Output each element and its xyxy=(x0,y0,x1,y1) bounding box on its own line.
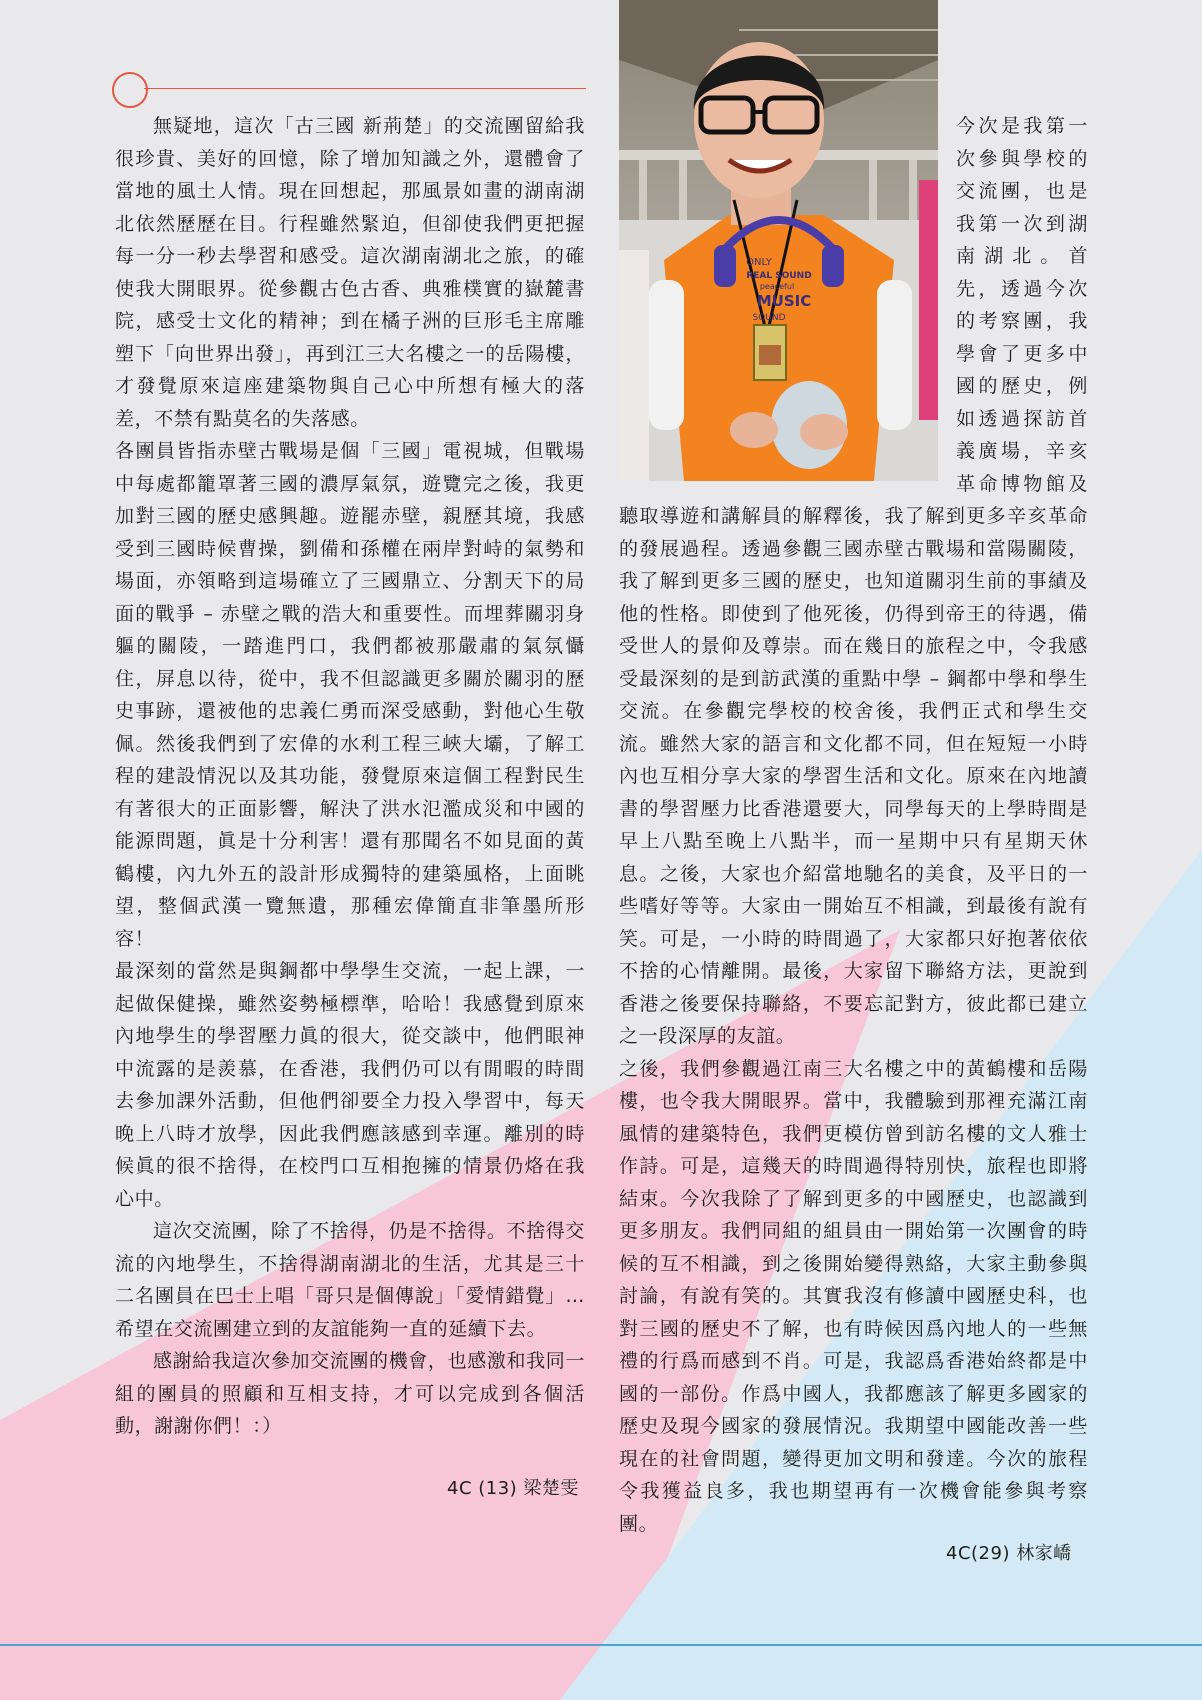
svg-text:REAL SOUND: REAL SOUND xyxy=(746,271,812,281)
svg-text:ONLY: ONLY xyxy=(746,257,772,268)
left-paragraph-1: 無疑地，這次「古三國 新荊楚」的交流團留給我很珍貴、美好的回憶，除了增加知識之外，還體會了當地的風土人情。現在回想起，那風景如畫的湖南湖北依然歷歷在目。行程雖然緊迫，但卻使我們更把握每一分一秒去學習和感受。這次湖南湖北之旅，的確使我大開眼界。從參觀古色古香、典雅樸實的嶽麓書院，感受士文化的精神；到在橘子洲的巨形毛主席雕塑下「向世界出發」，再到江三大名樓之一的岳陽樓，才發覺原來這座建築物與自己心中所想有極大的落差，不禁有點莫名的失落感。 xyxy=(115,115,585,430)
decorative-circle xyxy=(112,72,148,108)
student-photo xyxy=(619,0,938,481)
svg-text:peaceful: peaceful xyxy=(759,282,795,291)
left-author-signature: 4C (13) 梁楚雯 xyxy=(447,1478,579,1499)
svg-text:MUSIC: MUSIC xyxy=(756,292,812,310)
left-paragraph-3: 最深刻的當然是與鋼都中學學生交流，一起上課，一起做保健操，雖然姿勢極標準，哈哈！我感覺到原來內地學生的學習壓力眞的很大，從交談中，他們眼神中流露的是羨慕，在香港，我們仍可以有閒暇的時間去參加課外活動，但他們卻要全力投入學習中，每天晚上八時才放學，因此我們應該感到幸運。離別的時候眞的很不捨得，在校門口互相抱擁的情景仍烙在我心中。 xyxy=(115,960,585,1210)
left-paragraph-5: 感謝給我這次參加交流團的機會，也感激和我同一組的團員的照顧和互相支持，才可以完成到各個活動，謝謝你們！：） xyxy=(115,1350,585,1437)
right-author-signature: 4C(29) 林家嶠 xyxy=(946,1543,1072,1564)
decorative-rule xyxy=(144,88,586,89)
svg-text:SOUND: SOUND xyxy=(752,313,786,323)
left-paragraph-4: 這次交流團，除了不捨得，仍是不捨得。不捨得交流的內地學生，不捨得湖南湖北的生活，尤其是三十二名團員在巴士上唱「哥只是個傳說」「愛情錯覺」…希望在交流團建立到的友誼能夠一直的延續下去。 xyxy=(115,1220,585,1340)
left-paragraph-2: 各團員皆指赤壁古戰場是個「三國」電視城，但戰場中每處都籠罩著三國的濃厚氣氛，遊覽完之後，我更加對三國的歷史感興趣。遊罷赤壁，親歷其境，我感受到三國時候曹操，劉備和孫權在兩岸對峙的氣勢和場面，亦領略到這場確立了三國鼎立、分割天下的局面的戰爭 – 赤壁之戰的浩大和重要性。而埋葬關羽身軀的關陵，一踏進門口，我們都被那嚴肅的氣氛懾住，屏息以待，從中，我不但認識更多關於關羽的歷史事跡，還被他的忠義仁勇而深受感動，對他心生敬佩。然後我們到了宏偉的水利工程三峽大壩，了解工程的建設情況以及其功能，發覺原來這個工程對民生有著很大的正面影響，解決了洪水氾濫成災和中國的能源問題，眞是十分利害！還有那聞名不如見面的黃鶴樓，內九外五的設計形成獨特的建築風格，上面眺望，整個武漢一覽無遺，那種宏偉簡直非筆墨所形容！ xyxy=(115,440,585,950)
right-paragraph-2: 之後，我們參觀過江南三大名樓之中的黃鶴樓和岳陽樓，也令我大開眼界。當中，我體驗到那裡充滿江南風情的建築特色，我們更模仿曾到訪名樓的文人雅士作詩。可是，這幾天的時間過得特別快，旅程也即將結束。今次我除了了解到更多的中國歷史，也認識到更多朋友。我們同組的組員由一開始第一次團會的時候的互不相識，到之後開始變得熟絡，大家主動參與討論，有說有笑的。其實我沒有修讀中國歷史科，也對三國的歷史不了解，也有時候因爲內地人的一些無禮的行爲而感到不肖。可是，我認爲香港始終都是中國的一部份。作爲中國人，我都應該了解更多國家的歷史及現今國家的發展情況。我期望中國能改善一些現在的社會問題，變得更加文明和發達。今次的旅程令我獲益良多，我也期望再有一次機會能參與考察團。 xyxy=(619,1057,1088,1535)
left-article xyxy=(115,110,585,1443)
right-paragraph-1: 今次是我第一次參與學校的交流團，也是我第一次到湖南湖北。首先，透過今次的考察團，我學會了更多中國的歷史，例如透過探訪首義廣場，辛亥革命博物館及聽取導遊和講解員的解釋後，我了解到更多辛亥革命的發展過程。透過參觀三國赤壁古戰場和當陽關陵，我了解到更多三國的歷史，也知道關羽生前的事績及他的性格。即使到了他死後，仍得到帝王的待遇，備受世人的景仰及尊崇。而在幾日的旅程之中，令我感受最深刻的是到訪武漢的重點中學 – 鋼都中學和學生交流。在參觀完學校的校舍後，我們正式和學生交流。雖然大家的語言和文化都不同，但在短短一小時內也互相分享大家的學習生活和文化。原來在內地讀書的學習壓力比香港還要大，同學每天的上學時間是早上八點至晚上八點半，而一星期中只有星期天休息。之後，大家也介紹當地馳名的美食，及平日的一些嗜好等等。大家由一開始互不相識，到最後有說有笑。可是，一小時的時間過了，大家都只好抱著依依不捨的心情離開。最後，大家留下聯絡方法，更說到香港之後要保持聯絡，不要忘記對方，彼此都已建立之一段深厚的友誼。 xyxy=(619,115,1088,1047)
bottom-rule xyxy=(0,1644,1202,1646)
